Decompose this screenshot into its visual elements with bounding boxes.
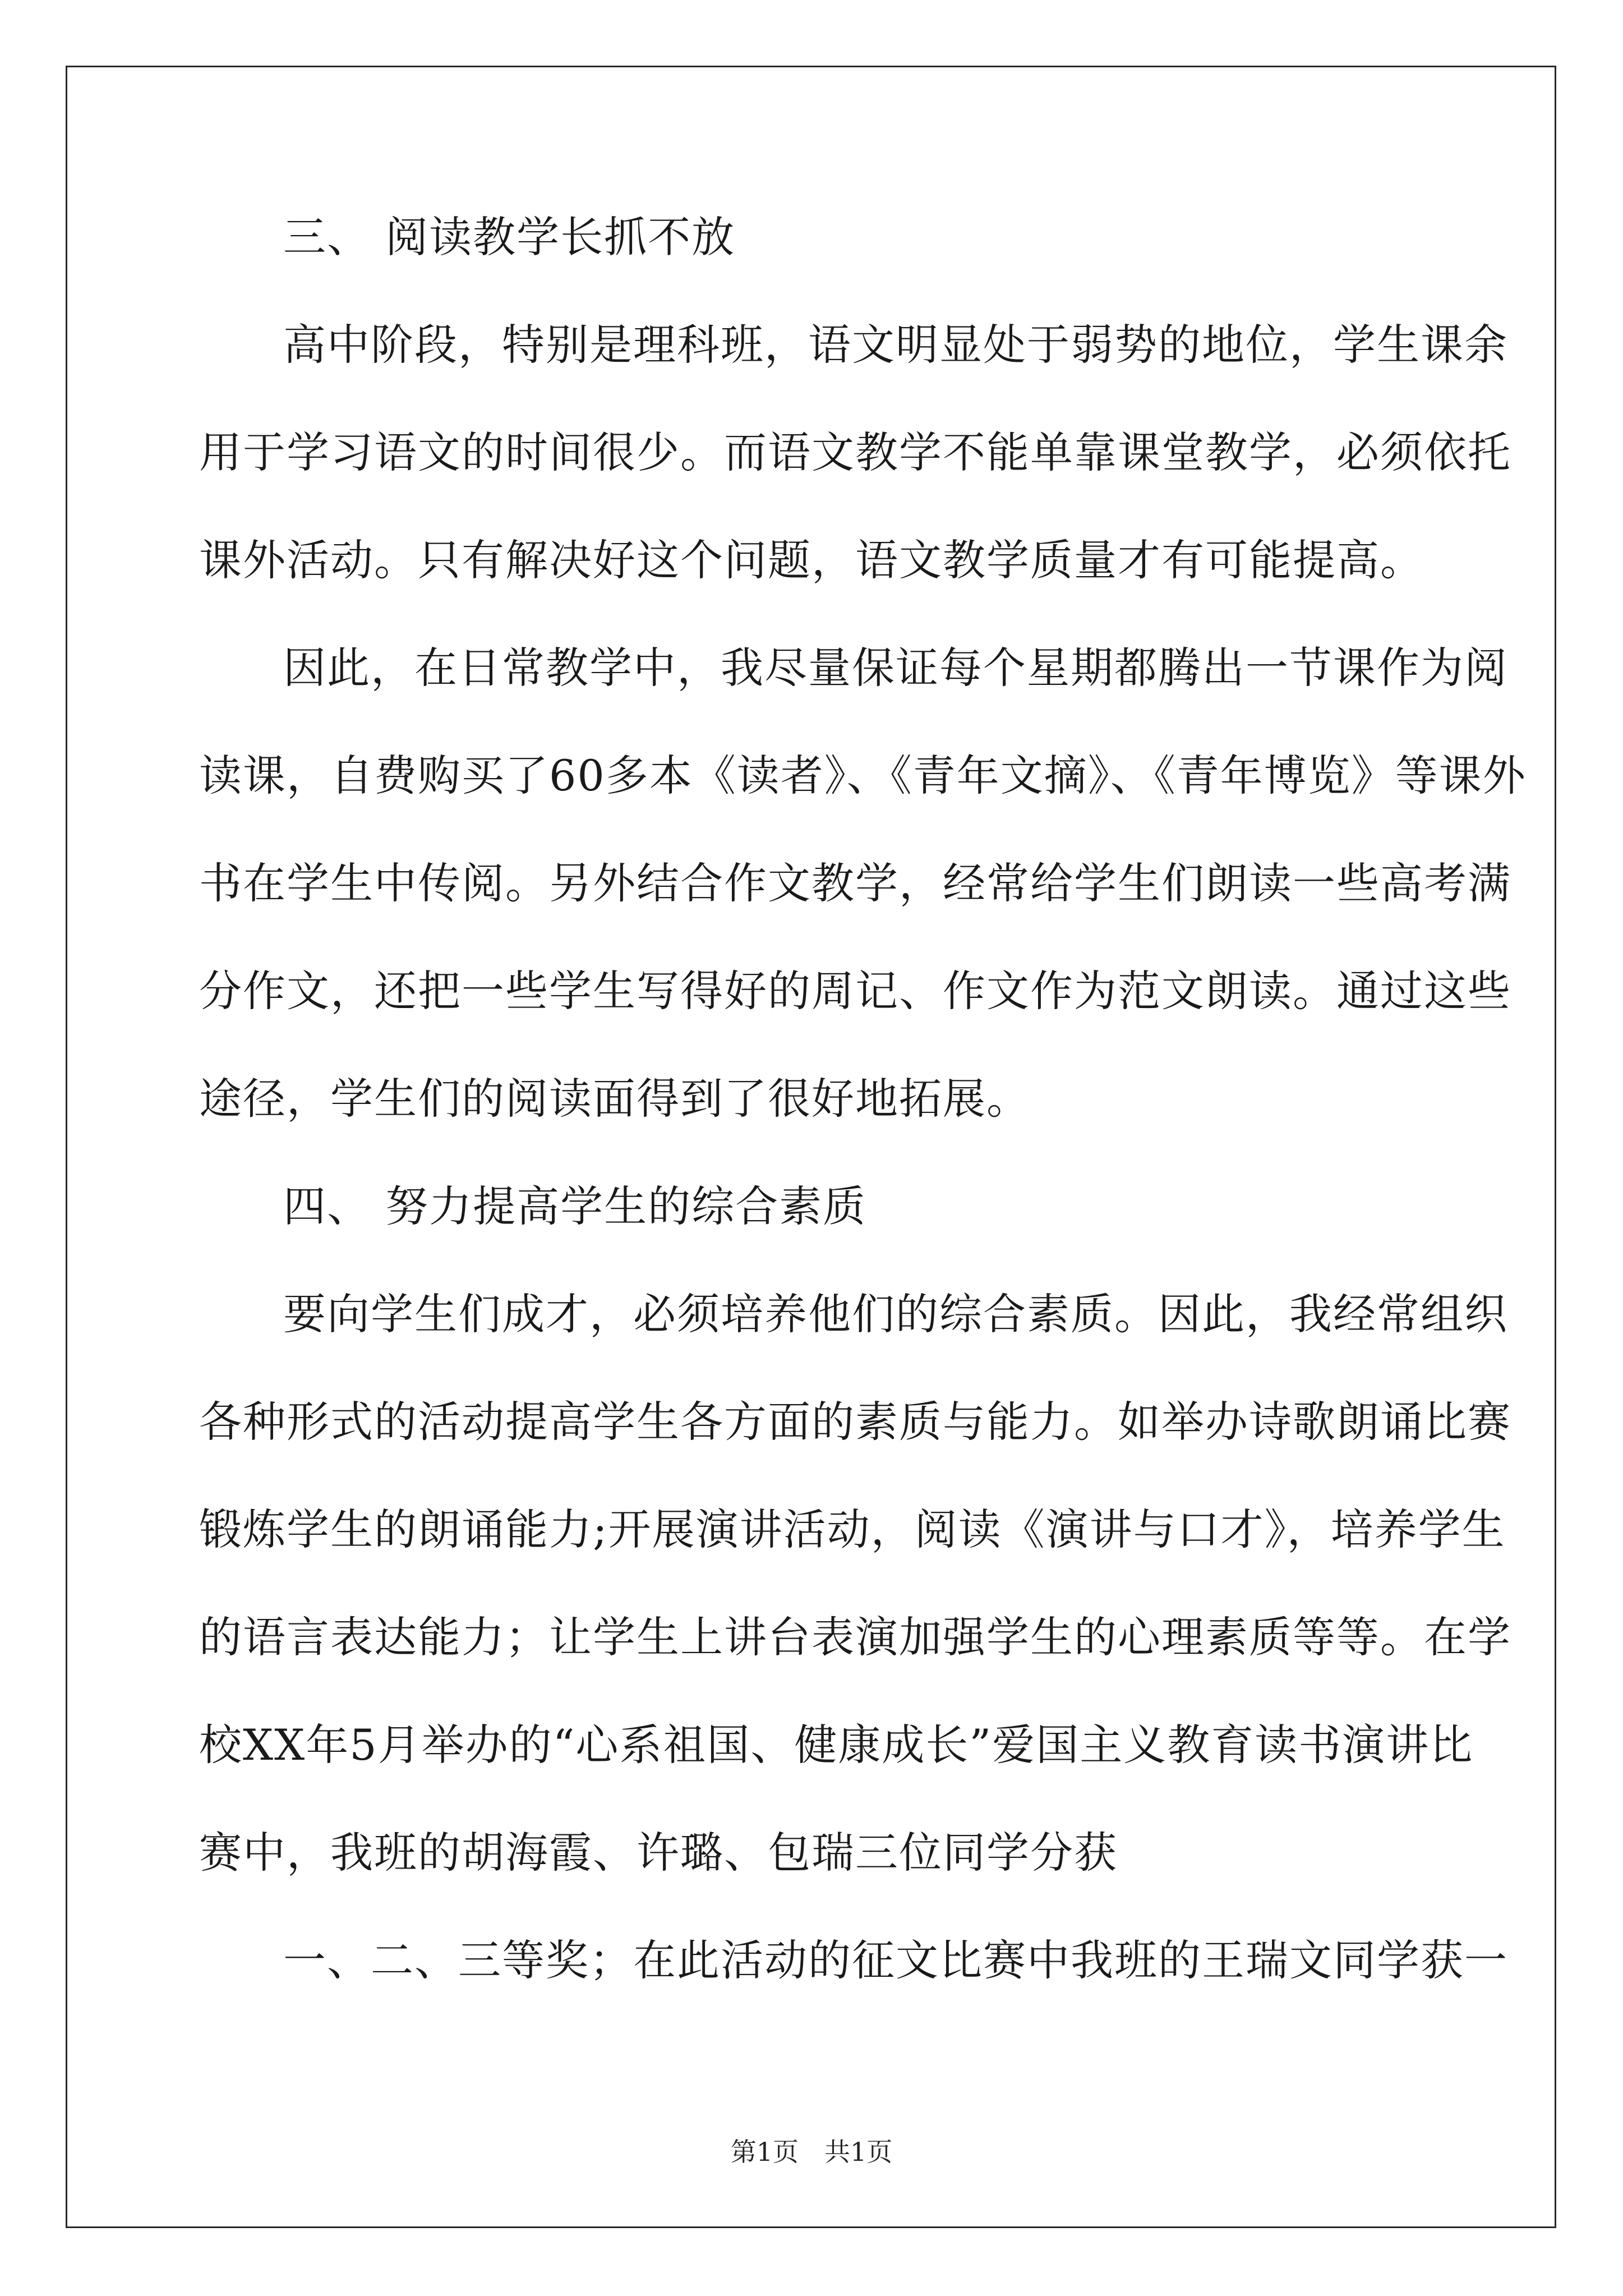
- document-body: [199, 210, 1527, 1987]
- paragraph-line: 的语言表达能力；让学生上讲台表演加强学生的心理素质等等。在学: [199, 1612, 1511, 1662]
- paragraph-line: 分作文，还把一些学生写得好的周记、作文作为范文朗读。通过这些: [199, 966, 1511, 1016]
- paragraph-line: 书在学生中传阅。另外结合作文教学，经常给学生们朗读一些高考满: [199, 858, 1511, 908]
- paragraph-line: 要向学生们成才，必须培养他们的综合素质。因此，我经常组织: [283, 1289, 1508, 1339]
- paragraph-line: 用于学习语文的时间很少。而语文教学不能单靠课堂教学，必须依托: [199, 427, 1511, 477]
- paragraph-line: 校XX年5月举办的“心系祖国、健康成长”爱国主义教育读书演讲比: [199, 1720, 1474, 1770]
- paragraph-line: 一、二、三等奖；在此活动的征文比赛中我班的王瑞文同学获一: [283, 1935, 1508, 1985]
- paragraph-line: 赛中，我班的胡海霞、许璐、包瑞三位同学分获: [199, 1828, 1118, 1878]
- paragraph-line: 锻炼学生的朗诵能力;开展演讲活动，阅读《演讲与口才》，培养学生: [199, 1504, 1506, 1554]
- paragraph-line: 途径，学生们的阅读面得到了很好地拓展。: [199, 1074, 1030, 1124]
- heading-section-3: 三、 阅读教学长抓不放: [283, 212, 736, 262]
- paragraph-line: 因此，在日常教学中，我尽量保证每个星期都腾出一节课作为阅: [283, 643, 1508, 693]
- paragraph-line: 课外活动。只有解决好这个问题，语文教学质量才有可能提高。: [199, 535, 1424, 585]
- paragraph-line: 各种形式的活动提高学生各方面的素质与能力。如举办诗歌朗诵比赛: [199, 1397, 1511, 1447]
- heading-section-4: 四、 努力提高学生的综合素质: [283, 1181, 867, 1231]
- page-footer: 第1页 共1页: [730, 2137, 893, 2167]
- paragraph-line: 高中阶段，特别是理科班，语文明显处于弱势的地位，学生课余: [283, 320, 1508, 370]
- paragraph-line: 读课，自费购买了60多本《读者》、《青年文摘》、《青年博览》等课外: [199, 751, 1527, 800]
